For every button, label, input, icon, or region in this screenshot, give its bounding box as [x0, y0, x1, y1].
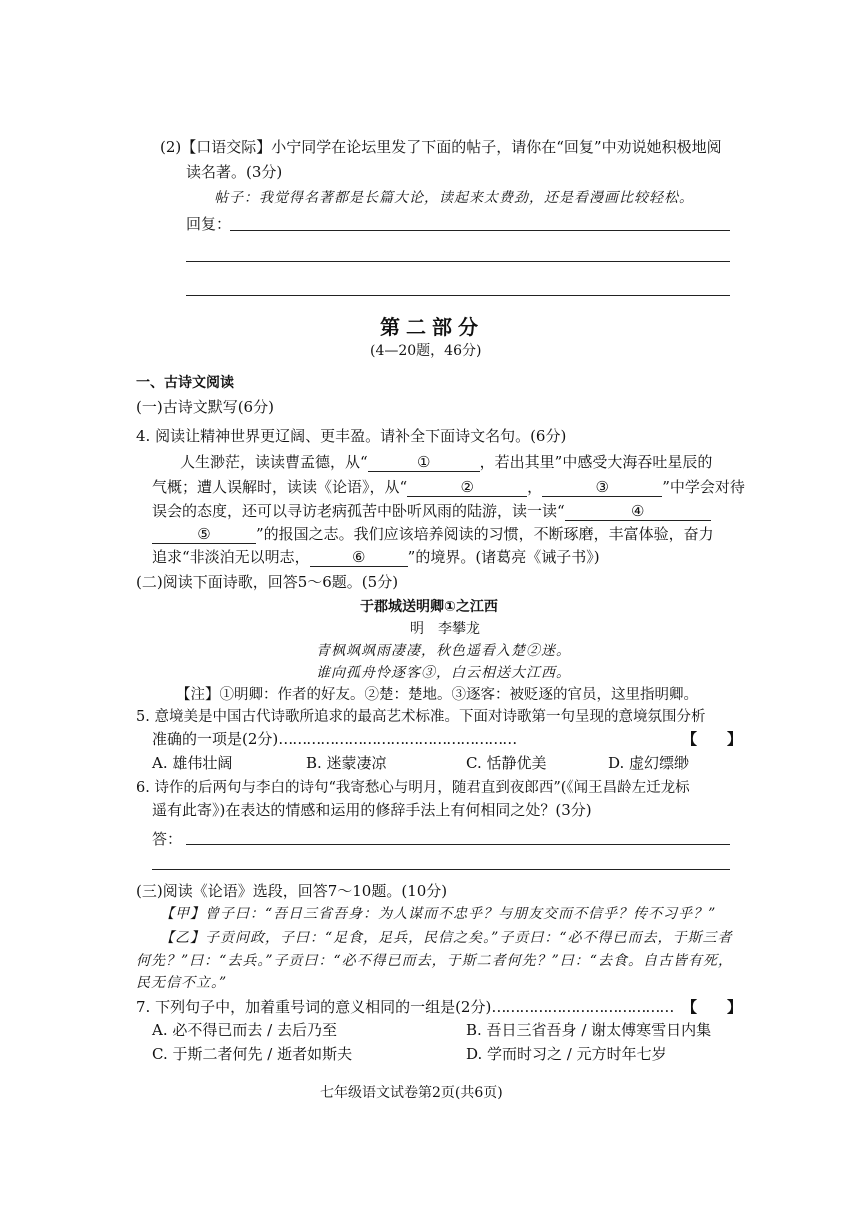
q5-dots: ……………………………………………: [278, 730, 517, 748]
q5-line2-text: 准确的一项是(2分): [152, 730, 279, 748]
poem-note: 【注】①明卿：作者的好友。②楚：楚地。③逐客：被贬逐的官员，这里指明卿。: [176, 687, 698, 703]
q2-reply-line-1[interactable]: [230, 230, 730, 231]
q6-line2: 遥有此寄》)在表达的情感和运用的修辞手法上有何相同之处？(3分): [152, 801, 592, 819]
q4-blank-2[interactable]: ②: [407, 478, 527, 497]
q7-option-b[interactable]: B. 吾日三省吾身 / 谢太傅寒雪日内集: [466, 1021, 712, 1039]
q2-line1: (2)【口语交际】小宁同学在论坛里发了下面的帖子，请你在“回复”中劝说她积极地阅: [160, 138, 722, 156]
sub3-yi-line1: 【乙】子贡问政，子曰：“足食，足兵，民信之矣。”子贡曰：“必不得已而去，于斯三者: [160, 930, 733, 946]
q4-text: ”中学会对待: [662, 478, 745, 496]
q7-option-d[interactable]: D. 学而时习之 / 元方时年七岁: [466, 1045, 667, 1063]
q4-blank-6[interactable]: ⑥: [310, 548, 408, 567]
sub3-yi-line2: 何先？”曰：“去兵。”子贡曰：“必不得已而去，于斯二者何先？”曰：“去食。自古皆有死，: [136, 953, 733, 969]
q5-line2: [152, 728, 516, 749]
q4-blank-5[interactable]: ⑤: [152, 525, 256, 544]
q2-reply-line-3[interactable]: [186, 295, 730, 296]
page-footer: 七年级语文试卷第2页(共6页): [320, 1085, 503, 1101]
q4-blank-1[interactable]: ①: [368, 453, 480, 472]
sub3-jia: 【甲】曾子曰：“吾日三省吾身：为人谋而不忠乎？与朋友交而不信乎？传不习乎？”: [160, 906, 717, 922]
poem-title: 于郡城送明卿①之江西: [360, 599, 498, 615]
q6-answer-line-1[interactable]: [186, 844, 730, 845]
q4-text: ，若出其里”中感受大海吞吐星辰的: [479, 453, 713, 471]
q4-para-line5: [152, 546, 600, 567]
q4-blank-3[interactable]: ③: [542, 478, 662, 497]
q7-answer-bracket[interactable]: 【 】: [682, 998, 743, 1016]
q6-answer-line-2[interactable]: [152, 869, 730, 870]
q6-line1: 6. 诗作的后两句与李白的诗句“我寄愁心与明月，随君直到夜郎西”(《闻王昌龄左迁龙标: [136, 780, 690, 796]
q5-option-b[interactable]: B. 迷蒙凄凉: [306, 754, 387, 772]
q4-text: 气概；遭人误解时，读读《论语》，从“: [152, 478, 408, 496]
sub2-heading: (二)阅读下面诗歌，回答5～6题。(5分): [136, 573, 399, 591]
q2-reply-label: 回复：: [186, 215, 232, 233]
q4-para-line3: [152, 500, 711, 521]
q4-text: ”的境界。(诸葛亮《诫子书》): [407, 548, 600, 566]
q2-line2: 读名著。(3分): [186, 163, 283, 181]
q5-answer-bracket[interactable]: 【 】: [682, 730, 743, 748]
poem-author: 明 李攀龙: [410, 621, 480, 637]
q4-para-line2: [152, 476, 745, 497]
q7-dots: …………………………………: [491, 998, 674, 1016]
q4-text: ”的报国之志。我们应该培养阅读的习惯，不断琢磨，丰富体验，奋力: [256, 525, 714, 543]
poem-line-1: 青枫飒飒雨凄凄，秋色遥看入楚②迷。: [316, 643, 571, 659]
q5-option-d[interactable]: D. 虚幻缥缈: [608, 754, 690, 772]
part2-subtitle: (4—20题，46分): [370, 343, 482, 359]
sub3-yi-line3: 民无信不立。”: [136, 975, 228, 991]
q4-stem: 4. 阅读让精神世界更辽阔、更丰盈。请补全下面诗文名句。(6分): [136, 427, 567, 445]
q7-option-a[interactable]: A. 必不得已而去 / 去后乃至: [152, 1021, 337, 1039]
q4-text: 误会的态度，还可以寻访老病孤苦中卧听风雨的陆游，读一读“: [152, 502, 565, 520]
q6-answer-label: 答：: [152, 830, 183, 848]
part2-title: 第二部分: [380, 315, 484, 339]
q5-option-a[interactable]: A. 雄伟壮阔: [152, 754, 233, 772]
q4-blank-4[interactable]: ④: [565, 502, 711, 521]
q5-option-c[interactable]: C. 恬静优美: [466, 754, 547, 772]
q4-para-line1: [180, 451, 712, 472]
section1-heading: 一、古诗文阅读: [136, 375, 234, 391]
sub3-heading: (三)阅读《论语》选段，回答7～10题。(10分): [136, 882, 448, 900]
q4-para-line4: [152, 523, 714, 544]
section1-sub1: (一)古诗文默写(6分): [136, 398, 274, 416]
q4-text: 人生渺茫，读读曹孟德，从“: [180, 453, 368, 471]
q4-text: ，: [527, 478, 543, 496]
q2-post: 帖子：我觉得名著都是长篇大论，读起来太费劲，还是看漫画比较轻松。: [214, 190, 694, 206]
q7-stem: 7. 下列句子中，加着重号词的意义相同的一组是(2分): [136, 998, 492, 1016]
q7-option-c[interactable]: C. 于斯二者何先 / 逝者如斯夫: [152, 1045, 353, 1063]
q4-text: 追求“非淡泊无以明志，: [152, 548, 310, 566]
poem-line-2: 谁向孤舟怜逐客③，白云相送大江西。: [316, 665, 571, 681]
q7-stem-line: [136, 996, 673, 1017]
q5-line1: 5. 意境美是中国古代诗歌所追求的最高艺术标准。下面对诗歌第一句呈现的意境氛围分析: [136, 709, 706, 725]
q2-reply-line-2[interactable]: [186, 261, 730, 262]
